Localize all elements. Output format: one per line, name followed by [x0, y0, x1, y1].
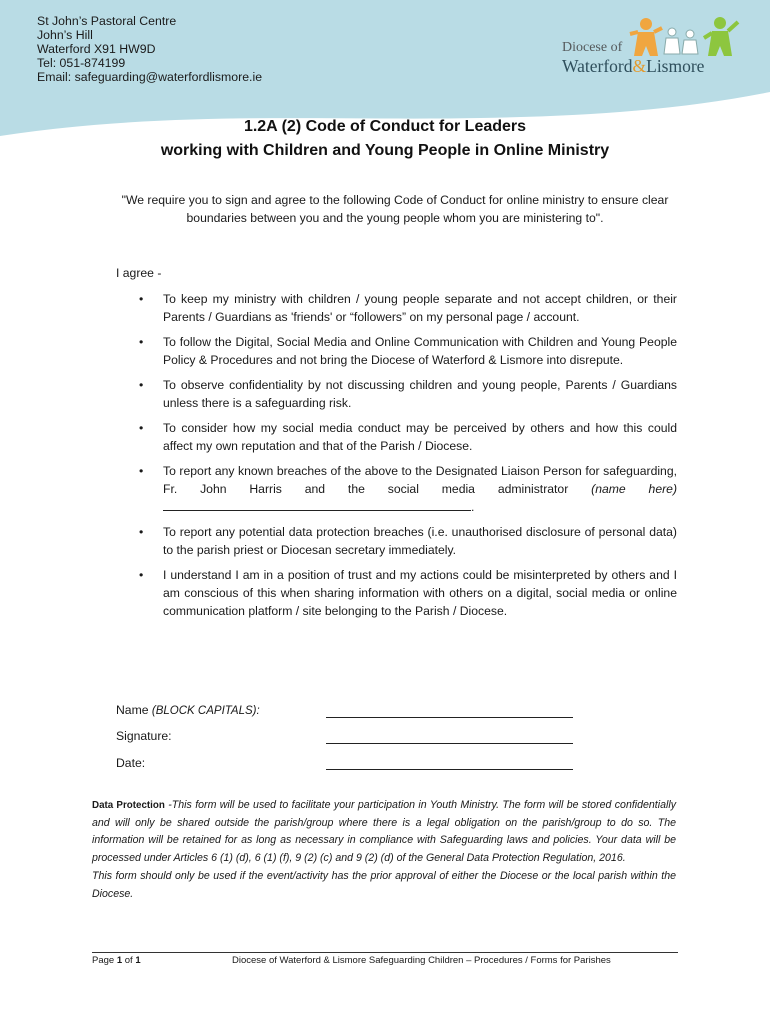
data-protection-notice — [92, 797, 676, 903]
list-item: • To keep my ministry with children / young people separate and not accept children, or their Parents / Guardians as 'friends' or “followers” on my personal page / account. — [139, 292, 677, 324]
footer-document-title: Diocese of Waterford & Lismore Safeguarding Children – Procedures / Forms for Parishes — [232, 955, 611, 966]
bullet-icon: • — [139, 421, 144, 435]
contact-address — [37, 14, 262, 84]
list-item: • To consider how my social media conduct may be perceived by others and how this could affect my own reputation and that of the Parish / Diocese. — [139, 421, 677, 453]
signature-field-label: Signature: — [116, 729, 172, 743]
approval-note: This form should only be used if the event/activity has the prior approval of either the Diocese or the local parish within the Diocese. — [92, 869, 676, 900]
page-number: Page 1 of 1 — [92, 955, 141, 966]
name-placeholder: (name here) — [591, 482, 678, 496]
bullet-icon: • — [139, 568, 144, 582]
address-line: St John’s Pastoral Centre — [37, 14, 177, 28]
address-line: John’s Hill — [37, 28, 93, 42]
logo-text-line2 — [562, 56, 704, 77]
name-input-line[interactable] — [326, 717, 573, 718]
list-item: • To report any potential data protection breaches (i.e. unauthorised disclosure of personal data) to the parish priest or Diocesan secretary immediately. — [139, 525, 677, 557]
logo-ampersand: & — [632, 56, 647, 76]
bullet-icon: • — [139, 464, 144, 478]
document-title-line2: working with Children and Young People in Online Ministry — [160, 142, 610, 159]
list-item: • To report any known breaches of the above to the Designated Liaison Person for safeguarding, Fr. John Harris and the social media administrator (name here). — [139, 464, 678, 514]
block-capitals-hint: (BLOCK CAPITALS): — [151, 705, 260, 717]
bullet-icon: • — [139, 525, 144, 539]
logo-text-line1: Diocese of — [562, 40, 623, 55]
document-title-line1: 1.2A (2) Code of Conduct for Leaders — [243, 118, 527, 135]
logo-name-lismore: Lismore — [646, 56, 705, 76]
data-protection-body: -This form will be used to facilitate your participation in Youth Ministry. The form will be stored confidentially and will only be shared outside the parish/group where there is a legal obligation on the parish/group to do so. The information will be retained for as long as necessary in compliance with Safeguarding laws and policies. Your data will be processed under Articles 6 (1) (d), 6 (1) (f), 9 (2) (c) and 9 (2) (d) of the General Data Protection Regulation, 2016. — [92, 799, 676, 865]
footer-divider — [92, 952, 678, 953]
signature-input-line[interactable] — [326, 743, 573, 744]
bullet-icon: • — [139, 292, 144, 306]
logo-name-waterford: Waterford — [562, 56, 633, 76]
agree-label: I agree - — [116, 266, 162, 280]
date-input-line[interactable] — [326, 769, 573, 770]
diocese-logo — [560, 16, 750, 80]
data-protection-heading: Data Protection — [92, 800, 165, 811]
date-field-label: Date: — [116, 756, 146, 770]
bullet-icon: • — [139, 335, 144, 349]
code-of-conduct-list — [139, 290, 677, 627]
list-item: • To observe confidentiality by not discussing children and young people, Parents / Guardians unless there is a safeguarding risk. — [139, 378, 677, 410]
list-item: • To follow the Digital, Social Media and Online Communication with Children and Young People Policy & Procedures and not bring the Diocese of Waterford & Lismore into disrepute. — [139, 335, 677, 367]
address-email: Email: safeguarding@waterfordlismore.ie — [37, 70, 263, 84]
intro-statement: "We require you to sign and agree to the following Code of Conduct for online ministry to ensure clear boundaries between you and the young people whom you are ministering to". — [121, 193, 669, 225]
bullet-icon: • — [139, 378, 144, 392]
administrator-name-field[interactable] — [163, 498, 471, 511]
name-field-label: Name (BLOCK CAPITALS): — [116, 703, 260, 717]
list-item: • I understand I am in a position of trust and my actions could be misinterpreted by others and I am conscious of this when sharing information with others on a digital, social media or online communication platform / site belonging to the Parish / Diocese. — [139, 568, 677, 618]
children-figures-icon — [624, 16, 744, 60]
address-phone: Tel: 051-874199 — [37, 56, 126, 70]
address-line: Waterford X91 HW9D — [37, 42, 156, 56]
